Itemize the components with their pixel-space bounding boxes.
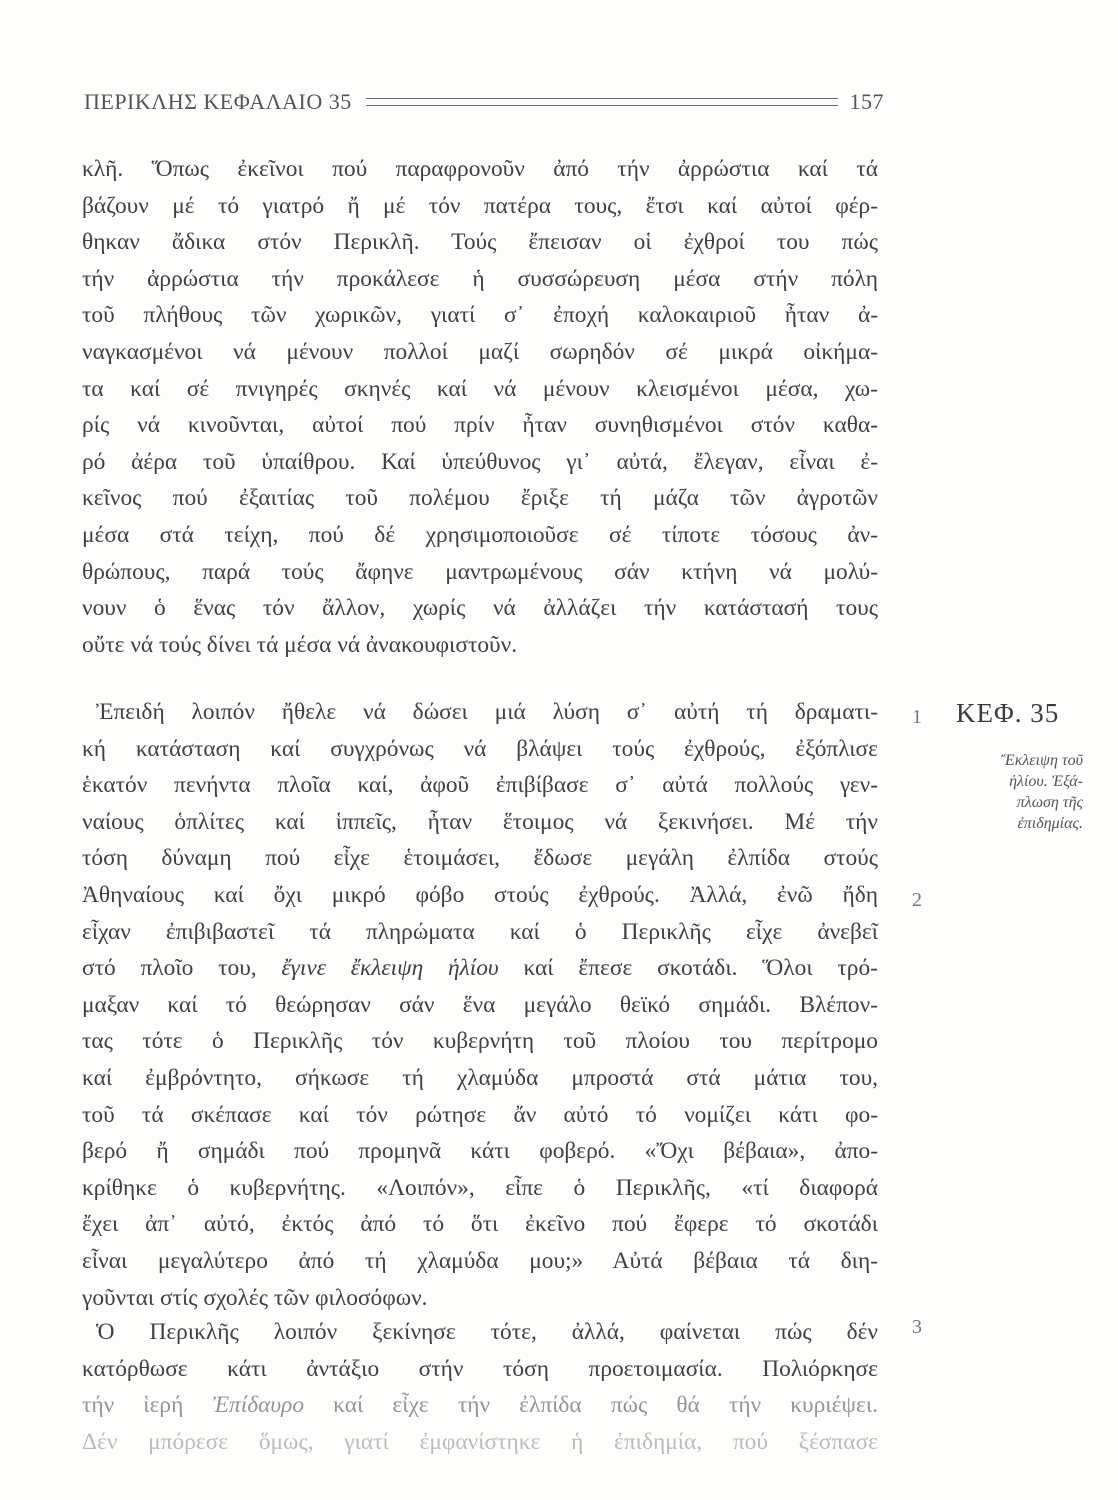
text-line: ἔχει ἀπ᾽ αὐτό, ἐκτός ἀπό τό ὅτι ἐκεῖνο πού ἔφερε τό σκοτάδι [82, 1211, 878, 1238]
text-line: οὔτε νά τούς δίνει τά μέσα νά ἀνακουφιστοῦν. [82, 631, 518, 658]
paragraph-2 [82, 694, 878, 1316]
header-double-rule [366, 98, 838, 106]
italic-place-name: Ἐπίδαυρο [212, 1392, 305, 1419]
text-line: ρίς νά κινοῦνται, αὐτοί πού πρίν ἦταν συνηθισμένοι στόν καθα- [82, 412, 878, 439]
text-line: τοῦ πλήθους τῶν χωρικῶν, γιατί σ᾽ ἐποχή καλοκαιριοῦ ἦταν ἀ- [82, 302, 878, 329]
text-line: καί ἐμβρόντητο, σήκωσε τή χλαμύδα μπροστά στά μάτια του, [82, 1064, 878, 1091]
text-line: ναίους ὁπλίτες καί ἱππεῖς, ἦταν ἕτοιμος νά ξεκινήσει. Μέ τήν [82, 808, 878, 835]
text-line: Δέν μπόρεσε ὅμως, γιατί ἐμφανίστηκε ἡ ἐπιδημία, πού ξέσπασε [82, 1428, 878, 1455]
section-number-3: 3 [912, 1316, 922, 1338]
text-line: εἶχαν ἐπιβιβαστεῖ τά πληρώματα καί ὁ Περικλῆς εἶχε ἀνεβεῖ [82, 918, 878, 945]
text-line: ἑκατόν πενήντα πλοῖα καί, ἀφοῦ ἐπιβίβασε σ᾽ αὐτά πολλούς γεν- [82, 772, 878, 799]
text-line: κλῆ. Ὅπως ἐκεῖνοι πού παραφρονοῦν ἀπό τήν ἀρρώστια καί τά [82, 156, 878, 182]
text-line: νουν ὁ ἕνας τόν ἄλλον, χωρίς νά ἀλλάζει τήν κατάστασή τους [82, 595, 878, 622]
paragraph-1 [82, 151, 878, 663]
running-header [84, 84, 884, 120]
text-segment: καί εἶχε τήν ἐλπίδα πώς θά τήν κυριέψει. [333, 1392, 878, 1419]
text-line: τα καί σέ πνιγηρές σκηνές καί νά μένουν κλεισμένοι μέσα, χω- [82, 375, 878, 402]
text-line: θρώπους, παρά τούς ἄφηνε μαντρωμένους σάν κτήνη νά μολύ- [82, 558, 878, 585]
text-line: ρό ἀέρα τοῦ ὑπαίθρου. Καί ὑπεύθυνος γι᾽ αὐτά, ἔλεγαν, εἶναι ἐ- [82, 448, 878, 475]
text-line: κή κατάσταση καί συγχρόνως νά βλάψει τούς ἐχθρούς, ἐξόπλισε [82, 735, 878, 762]
paragraph-3 [82, 1314, 878, 1460]
text-line: τόση δύναμη πού εἶχε ἑτοιμάσει, ἔδωσε μεγάλη ἐλπίδα στούς [82, 845, 878, 872]
section-number-2: 2 [912, 889, 922, 911]
margin-note-line: Ἔκλειψη τοῦ [1001, 752, 1083, 769]
section-number-1: 1 [912, 706, 922, 728]
margin-note-line: πλωση τῆς [1016, 794, 1083, 811]
text-line: γοῦνται στίς σχολές τῶν φιλοσόφων. [82, 1284, 428, 1311]
italic-phrase: ἔγινε ἔκλειψη ἡλίου [281, 955, 499, 982]
text-line: Ἐπειδή λοιπόν ἤθελε νά δώσει μιά λύση σ᾽ αὐτή τή δραματι- [96, 699, 878, 725]
text-line: Ἀθηναίους καί ὄχι μικρό φόβο στούς ἐχθρούς. Ἀλλά, ἐνῶ ἤδη [82, 881, 878, 908]
text-line: κρίθηκε ὁ κυβερνήτης. «Λοιπόν», εἶπε ὁ Περικλῆς, «τί διαφορά [82, 1174, 878, 1201]
text-segment: στό πλοῖο του, [82, 955, 257, 982]
margin-note-line: ἐπιδημίας. [1017, 815, 1083, 832]
text-line: τας τότε ὁ Περικλῆς τόν κυβερνήτη τοῦ πλοίου του περίτρομο [82, 1028, 878, 1055]
text-line: κατόρθωσε κάτι ἀντάξιο στήν τόση προετοιμασία. Πολιόρκησε [82, 1355, 878, 1382]
text-line: τήν ἀρρώστια τήν προκάλεσε ἡ συσσώρευση μέσα στήν πόλη [82, 265, 878, 292]
margin-note-line: ἡλίου. Ἐξά- [1009, 773, 1083, 790]
page-number: 157 [849, 89, 884, 114]
text-line: τοῦ τά σκέπασε καί τόν ρώτησε ἄν αὐτό τό νομίζει κάτι φο- [82, 1101, 878, 1128]
text-line: μέσα στά τείχη, πού δέ χρησιμοποιοῦσε σέ τίποτε τόσους ἀν- [82, 521, 878, 548]
text-line: βερό ἤ σημάδι πού προμηνᾶ κάτι φοβερό. «Ὄχι βέβαια», ἀπο- [82, 1138, 878, 1165]
text-line: κεῖνος πού ἐξαιτίας τοῦ πολέμου ἔριξε τή μάζα τῶν ἀγροτῶν [82, 485, 878, 512]
text-line: Ὁ Περικλῆς λοιπόν ξεκίνησε τότε, ἀλλά, φαίνεται πώς δέν [96, 1319, 878, 1345]
text-segment: καί ἔπεσε σκοτάδι. Ὅλοι τρό- [523, 955, 878, 982]
chapter-label: ΚΕΦ. 35 [956, 698, 1060, 728]
text-line: εἶναι μεγαλύτερο ἀπό τή χλαμύδα μου;» Αὐτά βέβαια τά διη- [82, 1247, 878, 1274]
text-line [82, 950, 878, 987]
text-segment: τήν ἱερή [82, 1392, 184, 1419]
margin-note [933, 750, 1083, 834]
text-line [82, 1387, 878, 1424]
text-line: μαξαν καί τό θεώρησαν σάν ἕνα μεγάλο θεϊκό σημάδι. Βλέπον- [82, 991, 878, 1018]
text-line: βάζουν μέ τό γιατρό ἤ μέ τόν πατέρα τους, ἔτσι καί αὐτοί φέρ- [82, 192, 878, 219]
text-line: ναγκασμένοι νά μένουν πολλοί μαζί σωρηδόν σέ μικρά οἰκήμα- [82, 338, 878, 365]
text-line: θηκαν ἄδικα στόν Περικλῆ. Τούς ἔπεισαν οἱ ἐχθροί του πώς [82, 229, 878, 256]
header-title: ΠΕΡΙΚΛΗΣ ΚΕΦΑΛΑΙΟ 35 [84, 89, 352, 114]
